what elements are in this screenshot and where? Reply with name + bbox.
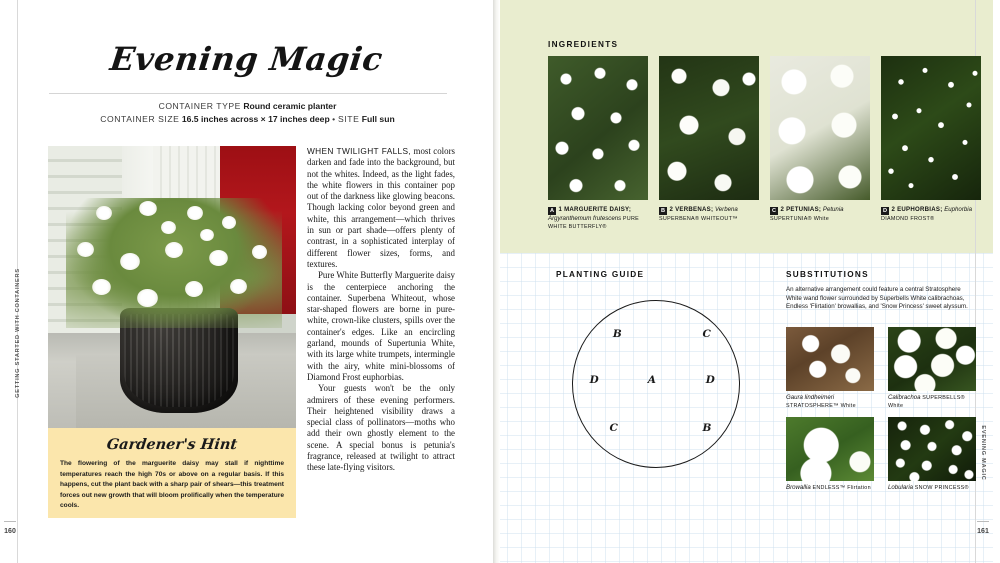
ingredient-item <box>659 56 759 232</box>
ingredient-badge-b: B <box>660 208 666 214</box>
ingredients-row <box>548 56 980 232</box>
planting-guide-diagram <box>572 300 740 468</box>
photo-foliage-mound <box>66 198 282 328</box>
ingredient-caption <box>659 206 759 223</box>
substitution-caption <box>786 484 874 492</box>
site-value: Full sun <box>361 114 395 124</box>
left-page <box>0 0 493 563</box>
gardeners-hint-title: Gardener's Hint <box>105 436 239 453</box>
ingredient-badge-c: C <box>771 208 777 214</box>
body-paragraph-3: Your guests won't be the only admirers of these evening performers. Their heightened visibility draws a special class of pollinators—moths who add their own ghostly element to the scene. A special bonus is petunia's fragrance, released at twilight to attract these late-flying visitors. <box>307 383 455 473</box>
container-type-label: CONTAINER TYPE <box>158 101 241 111</box>
ingredients-heading: INGREDIENTS <box>548 40 619 49</box>
running-head-right: EVENING MAGIC <box>980 425 986 481</box>
substitution-botanical-3: Lobularia <box>888 483 914 491</box>
body-paragraph-2: Pure White Butterfly Marguerite daisy is the centerpiece anchoring the container. Superbena Whiteout, whose star-shaped flowers are borne in pure-white, crown-like clusters, spills over the container's edges. Like an encircling garland, mounds of Supertunia White, with its large white trumpets, intermingle with the airy, white mini-blossoms of Diamond Frost euphorbias. <box>307 270 455 382</box>
ingredient-item <box>881 56 981 232</box>
substitution-botanical-2: Browallia <box>786 483 811 491</box>
ingredient-botanical-d: Euphorbia <box>944 206 972 213</box>
substitution-photo-browallia <box>786 417 874 481</box>
substitution-photo-calibrachoa <box>888 327 976 391</box>
page-number-right: 161 <box>977 528 989 535</box>
gardeners-hint-text: The flowering of the marguerite daisy may stall if nighttime temperatures reach the high 70s or above on a regular basis. If this happens, cut the plant back with a sharp pair of shears—this treatment forces out new growth that will bloom prolifically when the temperature cools. <box>60 460 284 510</box>
ingredient-badge-d: D <box>882 208 888 214</box>
ingredient-caption <box>548 206 648 232</box>
ingredient-botanical-b: Verbena <box>714 206 738 213</box>
substitution-item <box>786 327 874 411</box>
planting-guide-heading: PLANTING GUIDE <box>556 270 645 279</box>
body-paragraph-1-rest: most colors darken and fade into the background, but not the whites. Indeed, as the light fades, the white flowers in this container pop out of the darkness like glowing beacons. Though lacking color beyond green and white, this arrangement—which thrives in sun or part shade—offers plenty of contrast, in a sophisticated interplay of different flower sizes, forms, and textures. <box>307 146 455 269</box>
ingredient-photo-petunia <box>770 56 870 200</box>
substitution-cultivar-2: ENDLESS™ Flirtation <box>812 484 871 491</box>
site-label: SITE <box>338 114 360 124</box>
ingredient-photo-euphorbia <box>881 56 981 200</box>
book-gutter <box>493 0 500 563</box>
folio-rule-right <box>977 521 989 522</box>
body-lead-in: WHEN TWILIGHT FALLS, <box>307 146 412 156</box>
ingredient-photo-marguerite-daisy <box>548 56 648 200</box>
planting-letter: C <box>609 422 618 435</box>
folio-rule-left <box>4 521 16 522</box>
planting-letter: D <box>705 374 715 387</box>
page-number-left: 160 <box>4 528 16 535</box>
ingredient-name-b: 2 VERBENAS; <box>669 206 714 213</box>
ingredient-caption <box>881 206 981 223</box>
substitution-item <box>888 327 976 411</box>
ingredient-caption <box>770 206 870 223</box>
substitution-caption <box>786 394 874 411</box>
ingredient-photo-verbena <box>659 56 759 200</box>
ingredient-name-c: 2 PETUNIAS; <box>780 206 822 213</box>
substitution-photo-gaura <box>786 327 874 391</box>
ingredient-name-d: 2 EUPHORBIAS; <box>891 206 943 213</box>
planting-letter: A <box>647 374 656 387</box>
body-paragraph-1 <box>307 146 455 270</box>
substitution-caption <box>888 484 976 492</box>
ingredient-badge-a: A <box>549 208 555 214</box>
substitutions-grid <box>786 327 976 492</box>
title-divider <box>49 93 447 94</box>
planting-letter: B <box>702 422 712 435</box>
substitution-cultivar-0: STRATOSPHERE™ White <box>786 403 856 410</box>
substitution-photo-lobularia <box>888 417 976 481</box>
page-title: Evening Magic <box>108 40 385 78</box>
container-meta <box>40 100 455 126</box>
gardeners-hint-box <box>48 428 296 518</box>
ingredient-trademark-a: ® <box>602 224 607 231</box>
ingredient-cultivar-b: SUPERBENA® WHITEOUT <box>659 216 733 222</box>
substitution-item <box>888 417 976 492</box>
ingredient-botanical-a: Argyranthemum frutescens <box>548 215 622 222</box>
container-size-value: 16.5 inches across × 17 inches deep <box>181 114 330 124</box>
ingredient-item <box>548 56 648 232</box>
meta-separator: • <box>332 114 336 124</box>
planting-letter: B <box>612 327 622 340</box>
ingredient-cultivar-c: SUPERTUNIA® White <box>770 216 829 222</box>
container-size-label: CONTAINER SIZE <box>100 114 180 124</box>
ingredient-cultivar-d: DIAMOND FROST <box>881 216 931 222</box>
substitutions-heading: SUBSTITUTIONS <box>786 270 869 279</box>
ingredient-item <box>770 56 870 232</box>
planting-letter: C <box>702 327 711 340</box>
container-type-line <box>40 100 455 113</box>
substitutions-intro: An alternative arrangement could feature a central Stratosphere White wand flower surrounded by Superbells White calibrachoas, Endless 'Flirtation' browallias, and 'Snow Princess' sweet alyssum. <box>786 286 968 311</box>
running-head-left: GETTING STARTED WITH CONTAINERS <box>15 268 21 398</box>
ingredient-trademark-d: ® <box>930 216 935 222</box>
body-text-column <box>307 146 455 474</box>
ingredient-trademark-b: ™ <box>732 216 738 222</box>
substitution-botanical-1: Calibrachoa <box>888 394 921 401</box>
substitution-caption <box>888 394 976 411</box>
substitution-cultivar-1: SUPERBELLS® White <box>888 395 965 410</box>
ingredient-name-a: 1 MARGUERITE DAISY; <box>558 206 632 213</box>
substitution-cultivar-3: SNOW PRINCESS® <box>914 484 969 491</box>
ingredient-botanical-c: Petunia <box>822 206 844 213</box>
container-type-value: Round ceramic planter <box>243 101 337 111</box>
substitution-botanical-0: Gaura lindheimeri <box>786 394 835 401</box>
substitution-item <box>786 417 874 492</box>
ingredient-cultivar-a: PURE WHITE BUTTERFLY <box>548 216 640 231</box>
hero-photo <box>48 146 296 429</box>
container-size-line <box>40 113 455 126</box>
planting-letter: D <box>589 374 599 387</box>
